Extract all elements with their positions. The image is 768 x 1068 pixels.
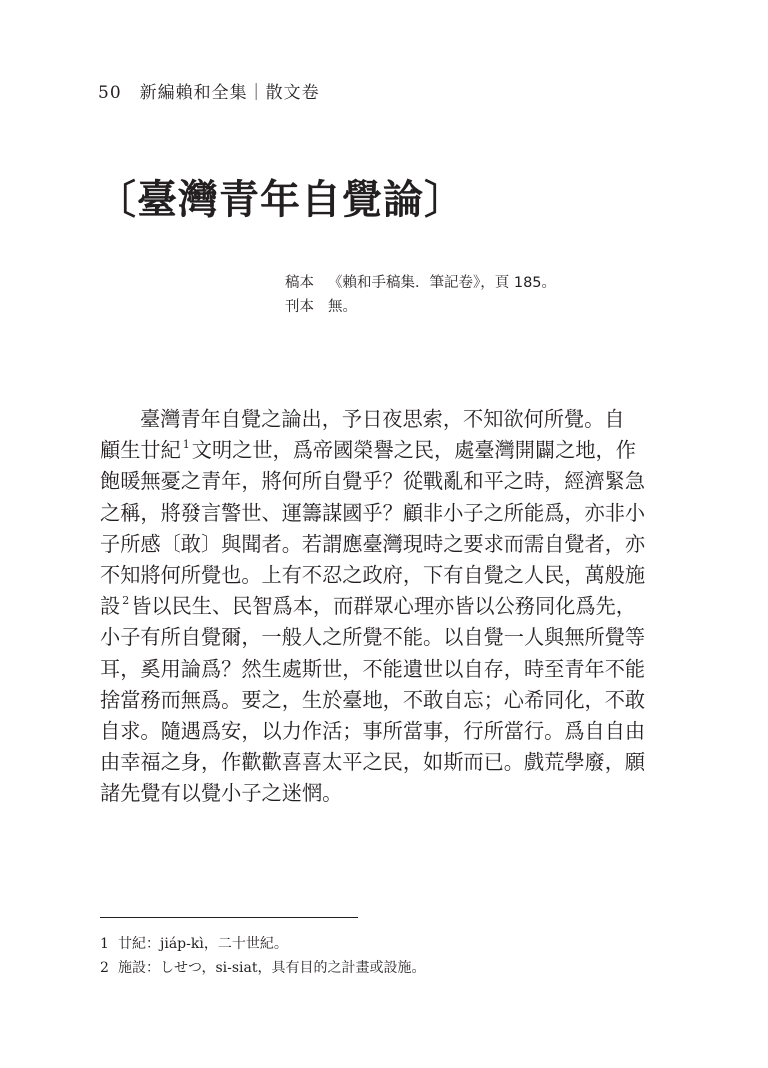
body-line: 自求。隨遇爲安，以力作活；事所當事，行所當行。爲自自由 [100, 719, 646, 744]
body-line: 耳，奚用論爲？然生處斯世，不能遺世以自存，時至青年不能 [100, 656, 646, 681]
footnote-text: 施設：しせつ，si-siat，具有目的之計畫或設施。 [118, 960, 426, 976]
running-header [98, 78, 320, 103]
footnote-ref[interactable]: 2 [122, 594, 130, 608]
footnote [100, 956, 425, 980]
body-line: 飽暖無憂之青年，將何所自覺乎？從戰亂和平之時，經濟緊急 [100, 469, 646, 494]
footnote-divider [100, 917, 358, 918]
body-line [100, 591, 644, 622]
body-text [100, 404, 644, 810]
footnote-number: 1 [100, 936, 109, 952]
source-key: 稿本 [285, 275, 314, 291]
footnote-ref[interactable]: 1 [182, 438, 190, 452]
footnote [100, 932, 425, 956]
body-line: 臺灣青年自覺之論出，予日夜思索，不知欲何所覺。自 [140, 407, 625, 431]
source-row-print [285, 295, 556, 319]
book-title: 新編賴和全集｜散文卷 [139, 83, 320, 103]
body-segment: 顧生廿紀 [100, 438, 181, 463]
body-segment: 皆以民生、民智爲本，而群眾心理亦皆以公務同化爲先， [131, 594, 636, 619]
footnote-text: 廿紀：jiáp-kì，二十世紀。 [118, 936, 288, 952]
source-value: 無。 [328, 299, 357, 315]
page-number: 50 [98, 83, 122, 103]
article-title: 〔臺灣青年自覺論〕 [96, 177, 465, 223]
body-line: 不知將何所覺也。上有不忍之政府，下有自覺之人民，萬般施 [100, 563, 646, 588]
body-line: 捨當務而無爲。要之，生於臺地，不敢自忘；心希同化，不敢 [100, 687, 646, 712]
body-segment: 文明之世，爲帝國榮譽之民，處臺灣開闢之地，作 [191, 438, 636, 463]
body-segment: 設 [100, 594, 121, 619]
body-line: 諸先覺有以覺小子之迷惘。 [100, 781, 343, 806]
source-info [285, 271, 556, 319]
footnotes [100, 932, 425, 980]
footnote-number: 2 [100, 960, 109, 976]
source-key: 刊本 [285, 299, 314, 315]
body-line: 之稱，將發言警世、運籌謀國乎？顧非小子之所能爲，亦非小 [100, 500, 646, 525]
body-line [100, 435, 644, 466]
body-line: 子所感〔敢〕與聞者。若謂應臺灣現時之要求而需自覺者，亦 [100, 531, 646, 556]
source-value: 《賴和手稿集．筆記卷》，頁 185。 [328, 275, 557, 291]
body-line: 小子有所自覺爾，一般人之所覺不能。以自覺一人與無所覺等 [100, 625, 646, 650]
body-line: 由幸福之身，作歡歡喜喜太平之民，如斯而已。戲荒學廢，願 [100, 750, 646, 775]
source-row-manuscript [285, 271, 556, 295]
